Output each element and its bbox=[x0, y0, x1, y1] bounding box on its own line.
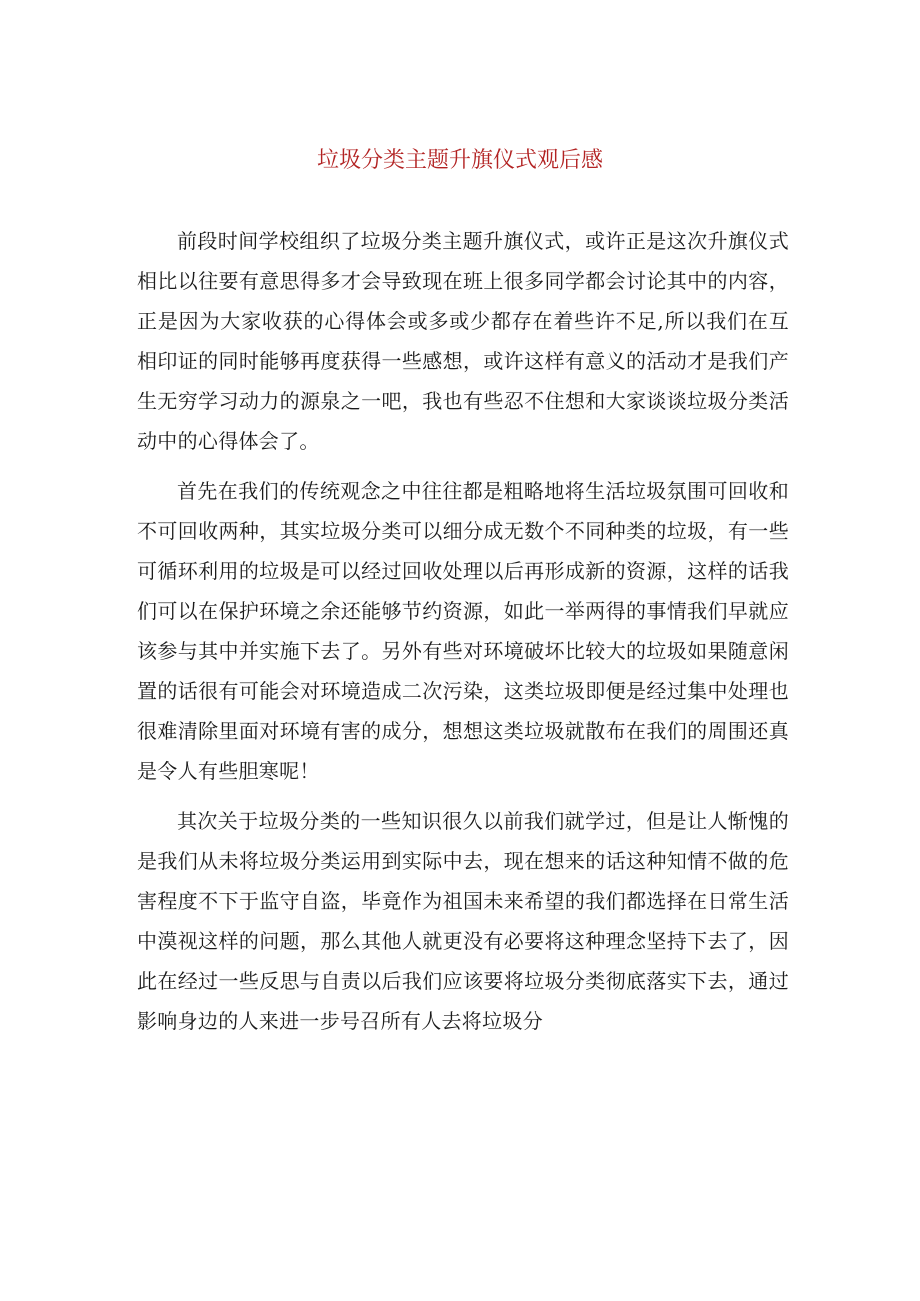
document-title: 垃圾分类主题升旗仪式观后感 bbox=[316, 148, 603, 173]
document-body bbox=[137, 221, 789, 1051]
paragraph-1: 前段时间学校组织了垃圾分类主题升旗仪式，或许正是这次升旗仪式相比以往要有意思得多才会导致现在班上很多同学都会讨论其中的内容，正是因为大家收获的心得体会或多或少都存在着些许不足,所以我们在互相印证的同时能够再度获得一些感想，或许这样有意义的活动才是我们产生无穷学习动力的源泉之一吧，我也有些忍不住想和大家谈谈垃圾分类活动中的心得体会了。 bbox=[137, 229, 789, 453]
paragraph-3: 其次关于垃圾分类的一些知识很久以前我们就学过，但是让人惭愧的是我们从未将垃圾分类运用到实际中去，现在想来的话这种知情不做的危害程度不下于监守自盗，毕竟作为祖国未来希望的我们都选择在日常生活中漠视这样的问题，那么其他人就更没有必要将这种理念坚持下去了，因此在经过一些反思与自责以后我们应该要将垃圾分类彻底落实下去，通过影响身边的人来进一步号召所有人去将垃圾分 bbox=[137, 809, 789, 1033]
paragraph-2: 首先在我们的传统观念之中往往都是粗略地将生活垃圾氛围可回收和不可回收两种，其实垃圾分类可以细分成无数个不同种类的垃圾，有一些可循环利用的垃圾是可以经过回收处理以后再形成新的资源，这样的话我们可以在保护环境之余还能够节约资源，如此一举两得的事情我们早就应该参与其中并实施下去了。另外有些对环境破坏比较大的垃圾如果随意闲置的话很有可能会对环境造成二次污染，这类垃圾即便是经过集中处理也很难清除里面对环境有害的成分，想想这类垃圾就散布在我们的周围还真是令人有些胆寒呢！ bbox=[137, 479, 789, 783]
